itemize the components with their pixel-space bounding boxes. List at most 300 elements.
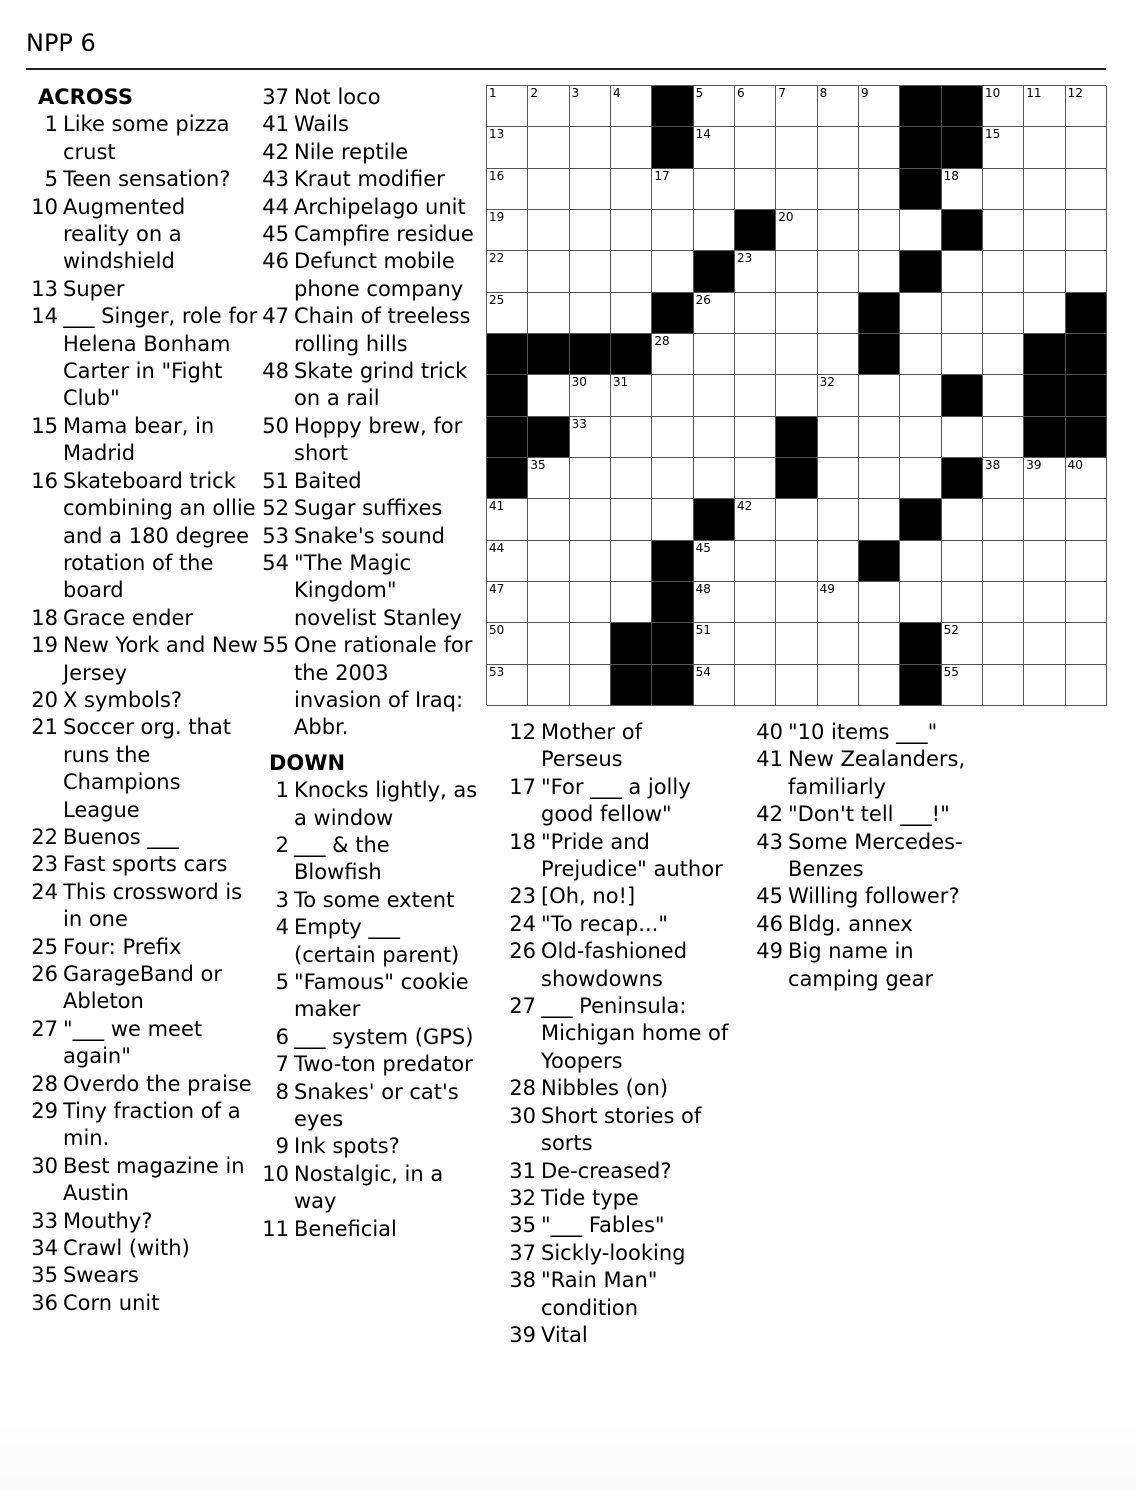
black-cell [900, 86, 941, 127]
grid-cell[interactable] [570, 541, 611, 582]
grid-cell[interactable] [694, 582, 735, 623]
grid-cell[interactable] [694, 127, 735, 168]
clue-text: Overdo the praise [63, 1071, 252, 1096]
clue-number: 33 [31, 1208, 58, 1233]
grid-cell[interactable] [735, 458, 776, 499]
grid-cell[interactable] [859, 86, 900, 127]
grid-cell[interactable] [942, 582, 983, 623]
grid-cell[interactable] [1066, 169, 1107, 210]
clue-item [26, 632, 258, 687]
grid-cell[interactable] [570, 665, 611, 706]
grid-cell[interactable] [818, 499, 859, 540]
clue-text: "10 items ___" [788, 720, 938, 744]
clue-number: 5 [44, 167, 58, 192]
cell-number: 25 [489, 292, 505, 307]
grid-cell[interactable] [818, 417, 859, 458]
grid-cell[interactable] [818, 293, 859, 334]
grid-cell[interactable] [611, 541, 652, 582]
clue-number: 16 [31, 468, 58, 493]
clue-text: Teen sensation? [63, 167, 231, 192]
cell-number: 14 [695, 127, 711, 142]
clue-column-4 [751, 719, 981, 993]
grid-cell[interactable] [776, 334, 817, 375]
grid-cell[interactable] [776, 541, 817, 582]
black-cell [900, 499, 941, 540]
grid-cell[interactable] [900, 375, 941, 416]
clue-item [257, 495, 482, 522]
grid-cell[interactable] [611, 582, 652, 623]
grid-cell[interactable] [528, 665, 569, 706]
grid-cell[interactable] [1024, 127, 1065, 168]
grid-cell[interactable] [1066, 582, 1107, 623]
grid-cell[interactable] [942, 499, 983, 540]
grid-cell[interactable] [1066, 127, 1107, 168]
grid-cell[interactable] [528, 86, 569, 127]
grid-cell[interactable] [1066, 499, 1107, 540]
clue-number: 46 [756, 911, 783, 936]
grid-cell[interactable] [818, 541, 859, 582]
grid-cell[interactable] [859, 499, 900, 540]
grid-cell[interactable] [983, 293, 1024, 334]
grid-cell[interactable] [776, 210, 817, 251]
black-cell [528, 334, 569, 375]
grid-cell[interactable] [818, 665, 859, 706]
grid-cell[interactable] [1024, 210, 1065, 251]
grid-cell[interactable] [652, 499, 693, 540]
grid-cell[interactable] [859, 458, 900, 499]
grid-cell[interactable] [818, 582, 859, 623]
clue-item [26, 824, 258, 851]
grid-cell[interactable] [942, 541, 983, 582]
grid-cell[interactable] [528, 251, 569, 292]
grid-cell[interactable] [487, 582, 528, 623]
grid-cell[interactable] [1066, 86, 1107, 127]
grid-cell[interactable] [694, 458, 735, 499]
clue-number: 42 [262, 139, 289, 164]
clue-item [26, 1208, 258, 1235]
grid-cell[interactable] [776, 169, 817, 210]
cell-number: 44 [489, 540, 505, 555]
clue-item [504, 1267, 729, 1322]
grid-cell[interactable] [611, 499, 652, 540]
cell-number: 53 [489, 664, 505, 679]
grid-cell[interactable] [735, 334, 776, 375]
black-cell [652, 623, 693, 664]
grid-cell[interactable] [570, 375, 611, 416]
grid-cell[interactable] [652, 375, 693, 416]
clue-item [504, 719, 729, 774]
grid-cell[interactable] [570, 458, 611, 499]
clue-item [26, 468, 258, 605]
grid-cell[interactable] [859, 665, 900, 706]
grid-cell[interactable] [570, 623, 611, 664]
grid-cell[interactable] [983, 251, 1024, 292]
clue-item [504, 829, 729, 884]
clue-number: 11 [262, 1216, 289, 1241]
grid-cell[interactable] [776, 499, 817, 540]
grid-cell[interactable] [942, 665, 983, 706]
clue-item [751, 911, 981, 938]
grid-cell[interactable] [942, 334, 983, 375]
clue-item [257, 969, 482, 1024]
grid-cell[interactable] [983, 582, 1024, 623]
black-cell [900, 251, 941, 292]
grid-cell[interactable] [983, 210, 1024, 251]
cell-number: 9 [860, 86, 869, 100]
grid-cell[interactable] [611, 210, 652, 251]
grid-cell[interactable] [1024, 665, 1065, 706]
clue-item [751, 938, 981, 993]
grid-cell[interactable] [818, 210, 859, 251]
clue-text: Mouthy? [63, 1208, 153, 1233]
clue-text: To some extent [294, 887, 455, 912]
grid-cell[interactable] [942, 251, 983, 292]
grid-cell[interactable] [859, 169, 900, 210]
clue-number: 24 [509, 911, 536, 936]
grid-cell[interactable] [735, 623, 776, 664]
clue-item [504, 1322, 729, 1349]
black-cell [942, 458, 983, 499]
clue-text: Ink spots? [294, 1134, 400, 1159]
clue-text: [Oh, no!] [541, 884, 636, 909]
grid-cell[interactable] [652, 417, 693, 458]
grid-cell[interactable] [570, 293, 611, 334]
grid-cell[interactable] [818, 458, 859, 499]
grid-cell[interactable] [652, 458, 693, 499]
cell-number: 39 [1026, 457, 1042, 472]
grid-cell[interactable] [818, 127, 859, 168]
clue-number: 37 [509, 1240, 536, 1265]
clue-text: Skateboard trick combining an ollie and a 180 degree rotation of the board [63, 468, 256, 603]
grid-cell[interactable] [818, 375, 859, 416]
grid-cell[interactable] [776, 623, 817, 664]
grid-cell[interactable] [611, 127, 652, 168]
grid-cell[interactable] [983, 127, 1024, 168]
clue-text: Chain of treeless rolling hills [294, 304, 471, 356]
grid-cell[interactable] [487, 541, 528, 582]
grid-cell[interactable] [528, 375, 569, 416]
grid-cell[interactable] [570, 499, 611, 540]
clue-text: Willing follower? [788, 884, 960, 909]
clue-text: New York and New Jersey [63, 633, 258, 685]
grid-cell[interactable] [694, 623, 735, 664]
grid-cell[interactable] [900, 541, 941, 582]
grid-cell[interactable] [776, 86, 817, 127]
grid-cell[interactable] [528, 127, 569, 168]
clue-number: 44 [262, 194, 289, 219]
grid-cell[interactable] [859, 582, 900, 623]
clue-text: Baited [294, 468, 362, 493]
clue-item [257, 887, 482, 914]
grid-cell[interactable] [611, 458, 652, 499]
grid-cell[interactable] [983, 86, 1024, 127]
grid-cell[interactable] [983, 169, 1024, 210]
grid-cell[interactable] [1066, 665, 1107, 706]
grid-cell[interactable] [1024, 251, 1065, 292]
grid-cell[interactable] [776, 375, 817, 416]
clue-item [26, 1153, 258, 1208]
grid-cell[interactable] [570, 86, 611, 127]
clue-item [751, 829, 981, 884]
grid-cell[interactable] [859, 127, 900, 168]
grid-cell[interactable] [1066, 541, 1107, 582]
grid-cell[interactable] [1024, 86, 1065, 127]
grid-cell[interactable] [652, 169, 693, 210]
grid-cell[interactable] [652, 334, 693, 375]
grid-cell[interactable] [528, 582, 569, 623]
grid-cell[interactable] [611, 86, 652, 127]
grid-cell[interactable] [487, 623, 528, 664]
grid-cell[interactable] [528, 499, 569, 540]
grid-cell[interactable] [735, 127, 776, 168]
grid-cell[interactable] [611, 169, 652, 210]
grid-cell[interactable] [776, 127, 817, 168]
clue-item [504, 1240, 729, 1267]
grid-cell[interactable] [487, 665, 528, 706]
grid-cell[interactable] [528, 293, 569, 334]
grid-cell[interactable] [487, 169, 528, 210]
grid-cell[interactable] [694, 334, 735, 375]
black-cell [900, 623, 941, 664]
cell-number: 49 [819, 581, 835, 596]
cell-number: 55 [943, 664, 959, 679]
grid-cell[interactable] [570, 251, 611, 292]
clue-column-1 [26, 84, 258, 1317]
grid-cell[interactable] [1024, 541, 1065, 582]
grid-cell[interactable] [487, 293, 528, 334]
grid-cell[interactable] [735, 375, 776, 416]
clue-number: 28 [31, 1071, 58, 1096]
grid-cell[interactable] [942, 623, 983, 664]
clue-item [26, 413, 258, 468]
grid-cell[interactable] [983, 375, 1024, 416]
grid-cell[interactable] [818, 86, 859, 127]
grid-cell[interactable] [983, 334, 1024, 375]
grid-cell[interactable] [570, 210, 611, 251]
grid-cell[interactable] [570, 127, 611, 168]
grid-cell[interactable] [735, 251, 776, 292]
clue-item [257, 1079, 482, 1134]
grid-cell[interactable] [900, 458, 941, 499]
grid-cell[interactable] [570, 582, 611, 623]
grid-cell[interactable] [694, 86, 735, 127]
cell-number: 10 [984, 86, 1001, 100]
grid-cell[interactable] [776, 251, 817, 292]
cell-number: 32 [819, 375, 835, 390]
clue-number: 2 [275, 832, 289, 857]
grid-cell[interactable] [735, 582, 776, 623]
clue-number: 28 [509, 1076, 536, 1101]
cell-number: 6 [736, 86, 745, 100]
title-divider [26, 68, 1106, 70]
grid-cell[interactable] [859, 375, 900, 416]
clue-item [26, 961, 258, 1016]
cell-number: 50 [489, 623, 505, 638]
grid-cell[interactable] [900, 417, 941, 458]
clue-number: 41 [756, 747, 783, 772]
grid-cell[interactable] [983, 458, 1024, 499]
cell-number: 23 [736, 251, 753, 266]
grid-cell[interactable] [528, 458, 569, 499]
black-cell [487, 375, 528, 416]
grid-cell[interactable] [859, 417, 900, 458]
grid-cell[interactable] [487, 251, 528, 292]
grid-cell[interactable] [735, 169, 776, 210]
grid-cell[interactable] [528, 210, 569, 251]
grid-cell[interactable] [487, 210, 528, 251]
page-bottom [0, 1400, 1136, 1489]
black-cell [652, 127, 693, 168]
grid-cell[interactable] [528, 623, 569, 664]
grid-cell[interactable] [735, 499, 776, 540]
grid-cell[interactable] [942, 169, 983, 210]
black-cell [942, 375, 983, 416]
grid-cell[interactable] [983, 541, 1024, 582]
clue-item [257, 1216, 482, 1243]
clue-text: Vital [541, 1322, 588, 1347]
grid-cell[interactable] [776, 665, 817, 706]
black-cell [652, 582, 693, 623]
clue-item [26, 879, 258, 934]
grid-cell[interactable] [900, 210, 941, 251]
grid-cell[interactable] [528, 541, 569, 582]
grid-cell[interactable] [611, 417, 652, 458]
clue-number: 43 [756, 829, 783, 854]
grid-cell[interactable] [942, 293, 983, 334]
grid-cell[interactable] [1024, 293, 1065, 334]
clue-number: 43 [262, 167, 289, 192]
grid-cell[interactable] [694, 541, 735, 582]
clue-text: ___ & the Blowfish [294, 832, 390, 885]
grid-cell[interactable] [859, 251, 900, 292]
clue-number: 27 [509, 994, 536, 1019]
grid-cell[interactable] [1066, 623, 1107, 664]
grid-cell[interactable] [487, 127, 528, 168]
grid-cell[interactable] [818, 623, 859, 664]
black-cell [942, 127, 983, 168]
clue-text: One rationale for the 2003 invasion of Iraq: Abbr. [294, 633, 473, 740]
clue-number: 50 [262, 413, 289, 438]
grid-cell[interactable] [859, 210, 900, 251]
grid-cell[interactable] [694, 665, 735, 706]
grid-cell[interactable] [694, 417, 735, 458]
cell-number: 26 [695, 292, 711, 307]
clue-text: New Zealanders, familiarly [788, 747, 966, 799]
clue-item [26, 934, 258, 961]
grid-cell[interactable] [1024, 169, 1065, 210]
grid-cell[interactable] [900, 582, 941, 623]
clue-item [751, 801, 981, 828]
grid-cell[interactable] [735, 665, 776, 706]
grid-cell[interactable] [611, 251, 652, 292]
clue-number: 47 [262, 304, 289, 329]
clue-number: 13 [31, 276, 58, 301]
grid-cell[interactable] [694, 169, 735, 210]
grid-cell[interactable] [570, 417, 611, 458]
down-heading: DOWN [269, 750, 346, 775]
clue-number: 38 [509, 1268, 536, 1293]
grid-cell[interactable] [735, 541, 776, 582]
grid-cell[interactable] [694, 293, 735, 334]
grid-cell[interactable] [942, 417, 983, 458]
clue-item [26, 605, 258, 632]
grid-cell[interactable] [776, 582, 817, 623]
clue-item [257, 84, 482, 111]
grid-cell[interactable] [694, 375, 735, 416]
grid-cell[interactable] [1024, 582, 1065, 623]
grid-cell[interactable] [1066, 458, 1107, 499]
clue-text: Archipelago unit [294, 194, 466, 219]
grid-cell[interactable] [818, 169, 859, 210]
clue-number: 42 [756, 802, 783, 827]
clue-text: GarageBand or Ableton [63, 962, 222, 1014]
grid-cell[interactable] [776, 293, 817, 334]
clue-number: 23 [509, 884, 536, 909]
grid-cell[interactable] [983, 417, 1024, 458]
clue-text: Tiny fraction of a min. [63, 1099, 241, 1151]
clue-text: Augmented reality on a windshield [63, 194, 186, 274]
grid-cell[interactable] [900, 293, 941, 334]
grid-cell[interactable] [1024, 623, 1065, 664]
cell-number: 28 [654, 333, 670, 348]
clue-text: Fast sports cars [63, 852, 228, 877]
grid-cell[interactable] [652, 251, 693, 292]
grid-cell[interactable] [611, 375, 652, 416]
grid-cell[interactable] [818, 251, 859, 292]
grid-cell[interactable] [735, 293, 776, 334]
black-cell [652, 293, 693, 334]
clue-text: Big name in camping gear [788, 939, 934, 991]
grid-cell[interactable] [818, 334, 859, 375]
grid-cell[interactable] [611, 293, 652, 334]
grid-cell[interactable] [983, 623, 1024, 664]
grid-cell[interactable] [900, 334, 941, 375]
grid-cell[interactable] [735, 86, 776, 127]
clue-number: 8 [275, 1079, 289, 1104]
across-heading: ACROSS [38, 85, 133, 109]
grid-cell[interactable] [652, 210, 693, 251]
black-cell [652, 541, 693, 582]
grid-cell[interactable] [694, 210, 735, 251]
clue-number: 49 [756, 939, 783, 964]
grid-cell[interactable] [735, 417, 776, 458]
clue-number: 36 [31, 1290, 58, 1315]
clue-text: Short stories of sorts [541, 1103, 702, 1156]
clue-number: 10 [31, 194, 58, 219]
clue-item [257, 1024, 482, 1051]
cell-number: 16 [489, 168, 505, 183]
cell-number: 8 [819, 86, 828, 100]
clue-text: Two-ton predator [294, 1052, 473, 1077]
cell-number: 1 [489, 86, 497, 100]
grid-cell[interactable] [1066, 251, 1107, 292]
grid-cell[interactable] [487, 86, 528, 127]
grid-cell[interactable] [983, 665, 1024, 706]
clue-number: 31 [509, 1158, 536, 1183]
clue-item [257, 1161, 482, 1216]
grid-cell[interactable] [487, 499, 528, 540]
grid-cell[interactable] [859, 623, 900, 664]
grid-cell[interactable] [1066, 210, 1107, 251]
grid-cell[interactable] [570, 169, 611, 210]
clue-item [257, 777, 482, 832]
grid-cell[interactable] [528, 169, 569, 210]
grid-cell[interactable] [1024, 499, 1065, 540]
clue-item [26, 303, 258, 413]
cell-number: 22 [489, 251, 505, 266]
grid-cell[interactable] [1024, 458, 1065, 499]
grid-cell[interactable] [983, 499, 1024, 540]
